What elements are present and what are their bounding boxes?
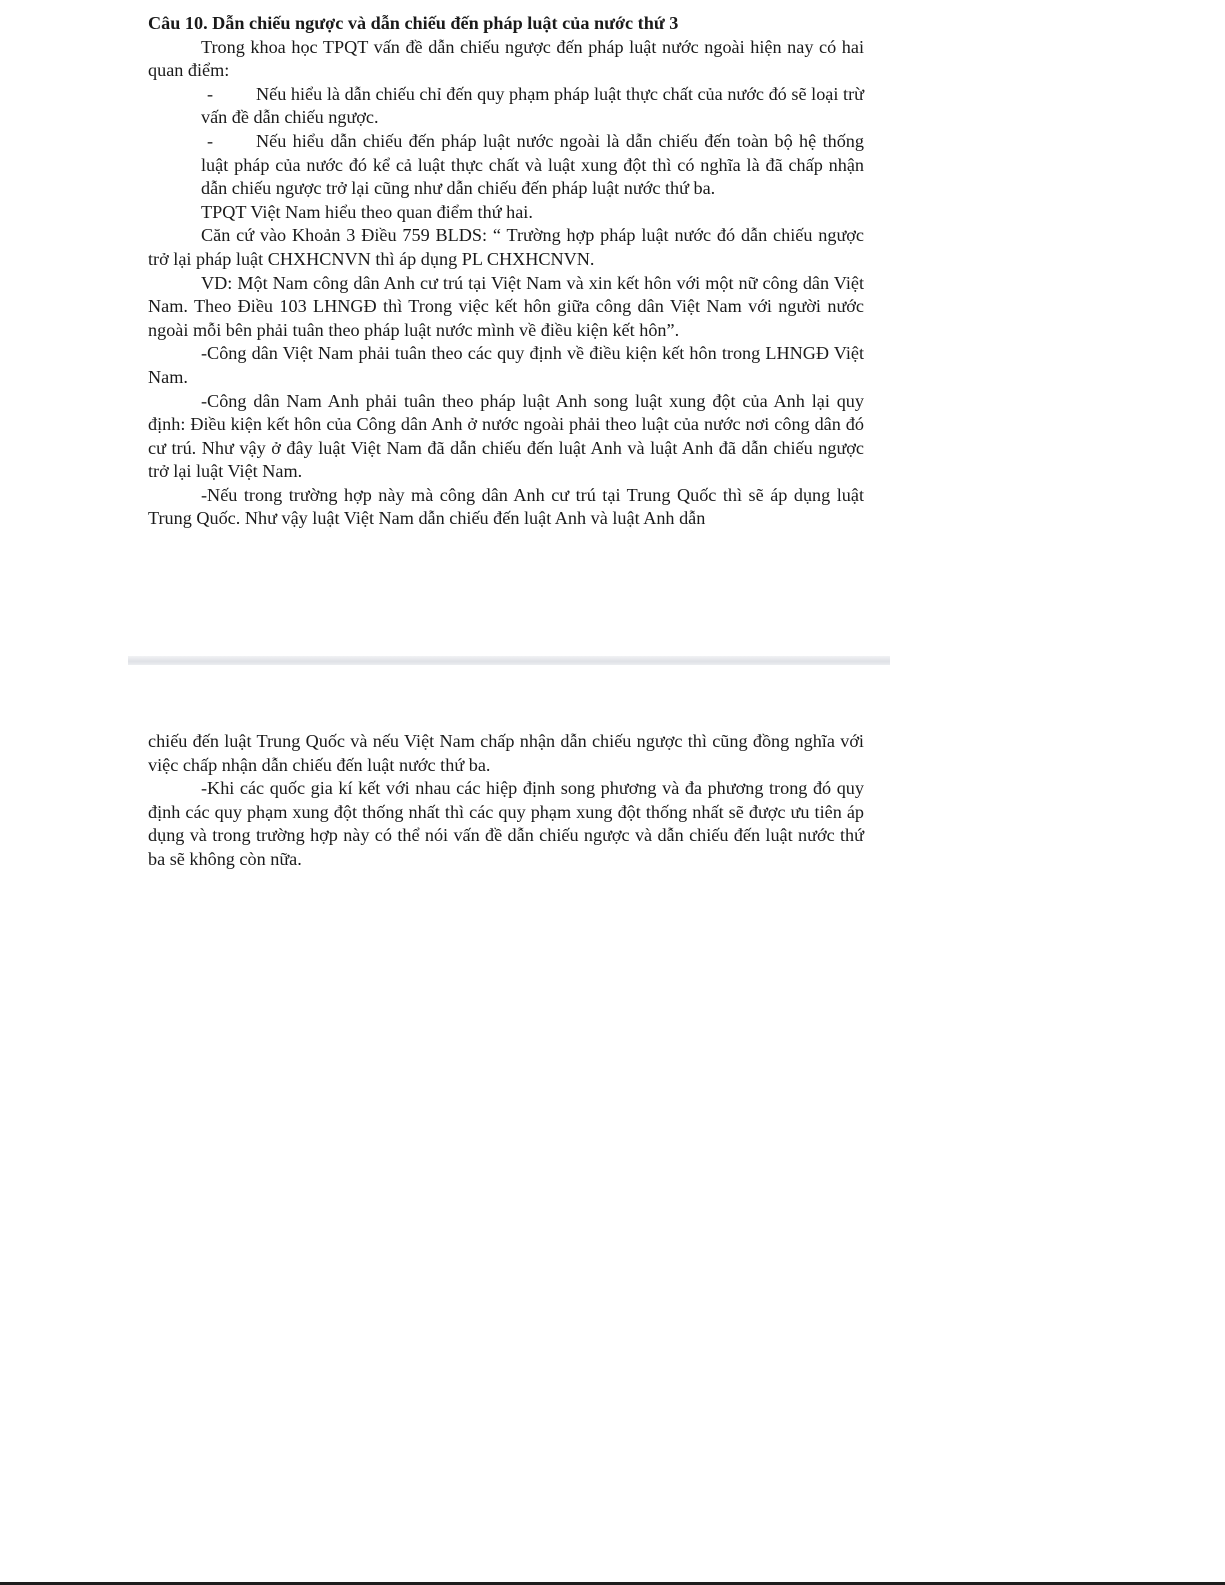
continuation-paragraph: chiếu đến luật Trung Quốc và nếu Việt Nam chấp nhận dẫn chiếu ngược thì cũng đồng nghĩa với việc chấp nhận dẫn chiếu đến luật nước thứ ba. bbox=[148, 731, 864, 775]
paragraph-view: TPQT Việt Nam hiểu theo quan điểm thứ hai. bbox=[201, 201, 533, 222]
paragraph-vietnam-citizen: -Công dân Việt Nam phải tuân theo các quy định về điều kiện kết hôn trong LHNGĐ Việt Nam. bbox=[148, 343, 864, 387]
paragraph-legal-basis: Căn cứ vào Khoản 3 Điều 759 BLDS: “ Trường hợp pháp luật nước đó dẫn chiếu ngược trở lại pháp luật CHXHCNVN thì áp dụng PL CHXHCNVN. bbox=[148, 225, 864, 269]
paragraph-example: VD: Một Nam công dân Anh cư trú tại Việt Nam và xin kết hôn với một nữ công dân Việt Nam. Theo Điều 103 LHNGĐ thì Trong việc kết hôn giữa công dân Việt Nam với người nước ngoài mỗi bên phải tuân theo pháp luật nước mình về điều kiện kết hôn”. bbox=[148, 272, 864, 340]
page-separator bbox=[128, 656, 890, 665]
paragraph-english-citizen: -Công dân Nam Anh phải tuân theo pháp luật Anh song luật xung đột của Anh lại quy định: Điều kiện kết hôn của Công dân Anh ở nước ngoài phải theo luật của nước nơi công dân đó cư trú. Như vậy ở đây luật Việt Nam đã dẫn chiếu đến luật Anh và luật Anh đã dẫn chiếu ngược trở lại luật Việt Nam. bbox=[148, 390, 864, 482]
intro-paragraph: Trong khoa học TPQT vấn đề dẫn chiếu ngược đến pháp luật nước ngoài hiện nay có hai quan điểm: bbox=[148, 36, 864, 81]
paragraph-china-case: -Nếu trong trường hợp này mà công dân Anh cư trú tại Trung Quốc thì sẽ áp dụng luật Trung Quốc. Như vậy luật Việt Nam dẫn chiếu đến luật Anh và luật Anh dẫn bbox=[148, 484, 864, 529]
bullet-item-1 bbox=[201, 83, 864, 130]
section-title: Câu 10. Dẫn chiếu ngược và dẫn chiếu đến pháp luật của nước thứ 3 bbox=[148, 13, 679, 33]
page-2-content bbox=[148, 730, 864, 872]
page-1-content bbox=[148, 12, 864, 531]
bullet-item-2 bbox=[201, 130, 864, 201]
bullet-text: Nếu hiểu là dẫn chiếu chỉ đến quy phạm pháp luật thực chất của nước đó sẽ loại trừ vấn đề dẫn chiếu ngược. bbox=[201, 83, 864, 128]
bullet-text: Nếu hiểu dẫn chiếu đến pháp luật nước ngoài là dẫn chiếu đến toàn bộ hệ thống luật pháp của nước đó kể cả luật thực chất và luật xung đột thì có nghĩa là đã chấp nhận dẫn chiếu ngược trở lại cũng như dẫn chiếu đến pháp luật nước thứ ba. bbox=[201, 130, 864, 199]
bullet-dash: - bbox=[207, 83, 214, 104]
paragraph-treaties: -Khi các quốc gia kí kết với nhau các hiệp định song phương và đa phương trong đó quy định các quy phạm xung đột thống nhất thì các quy phạm xung đột thống nhất sẽ được ưu tiên áp dụng và trong trường hợp này có thể nói vấn đề dẫn chiếu ngược và dẫn chiếu đến luật nước thứ ba sẽ không còn nữa. bbox=[148, 778, 864, 869]
bullet-dash: - bbox=[207, 130, 214, 151]
